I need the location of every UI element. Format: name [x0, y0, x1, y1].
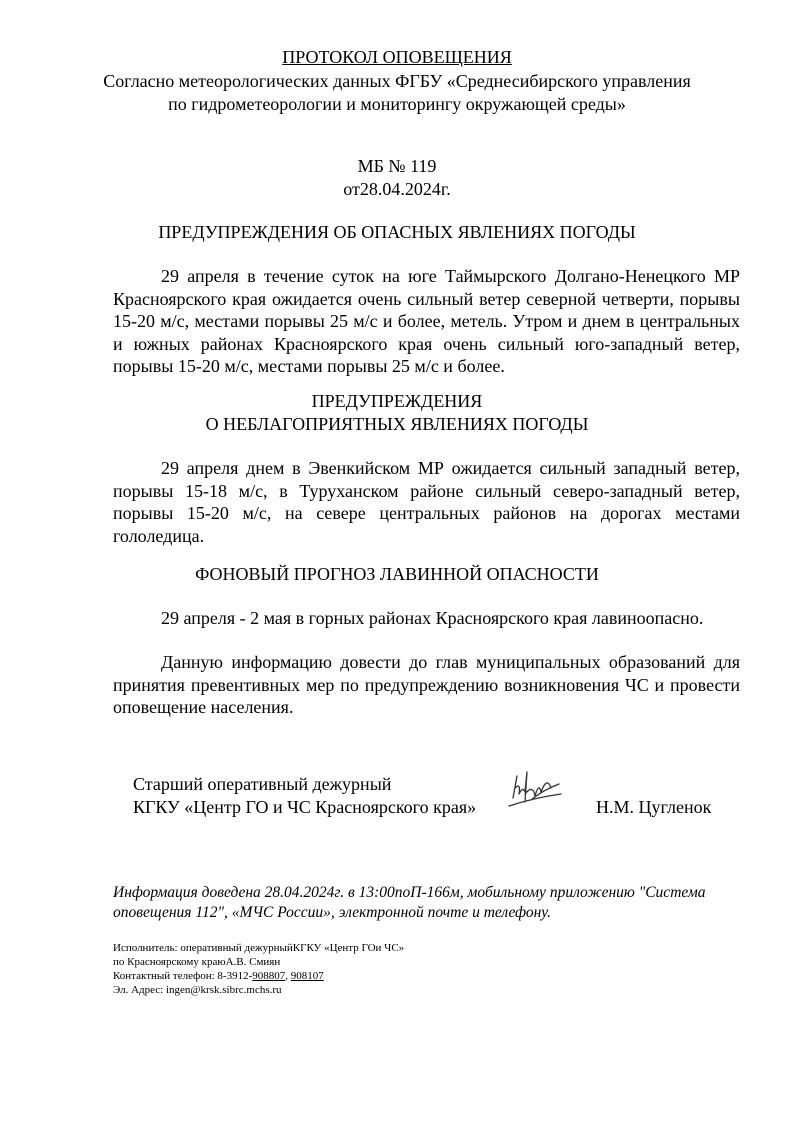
dangerous-heading: ПРЕДУПРЕЖДЕНИЯ ОБ ОПАСНЫХ ЯВЛЕНИЯХ ПОГОДЫ: [158, 222, 636, 242]
bulletin-number: МБ № 119: [357, 156, 437, 176]
phone-prefix: Контактный телефон: 8-3912-: [113, 970, 253, 982]
handwritten-signature: [505, 768, 563, 810]
signer-position-line-1: Старший оперативный дежурный: [133, 774, 392, 794]
phone-number-2: 908107: [290, 970, 324, 982]
contact-email: Эл. Адрес: ingen@krsk.sibrc.mchs.ru: [113, 984, 282, 996]
executor-line-1: Исполнитель: оперативный дежурныйКГКУ «Центр ГОи ЧС»: [113, 942, 405, 954]
signer-name: Н.М. Цугленок: [596, 797, 712, 817]
source-line-1: Согласно метеорологических данных ФГБУ «Среднесибирского управления: [103, 71, 691, 91]
executor-line-2: по Красноярскому краюА.В. Смиян: [113, 956, 281, 968]
contact-phone: [113, 969, 324, 983]
adverse-heading-line-2: О НЕБЛАГОПРИЯТНЫХ ЯВЛЕНИЯХ ПОГОДЫ: [205, 414, 589, 434]
bulletin-date: от28.04.2024г.: [343, 179, 451, 199]
avalanche-text: 29 апреля - 2 мая в горных районах Красноярского края лавиноопасно.: [161, 608, 704, 628]
avalanche-heading: ФОНОВЫЙ ПРОГНОЗ ЛАВИННОЙ ОПАСНОСТИ: [195, 564, 599, 584]
phone-number-1: 908807: [252, 970, 286, 982]
phone-separator: ,: [285, 970, 291, 982]
delivery-note: Информация доведена 28.04.2024г. в 13:00поП-166м, мобильному приложению "Система оповещения 112", «МЧС России», электронной почте и телефону.: [113, 884, 706, 921]
document-title: ПРОТОКОЛ ОПОВЕЩЕНИЯ: [282, 47, 512, 67]
instruction-text: Данную информацию довести до глав муниципальных образований для принятия превентивных мер по предупреждению возникновения ЧС и провести оповещение населения.: [113, 652, 740, 717]
adverse-heading-line-1: ПРЕДУПРЕЖДЕНИЯ: [311, 391, 483, 411]
source-line-2: по гидрометеорологии и мониторингу окружающей среды»: [168, 94, 626, 114]
adverse-text: 29 апреля днем в Эвенкийском МР ожидается сильный западный ветер, порывы 15-18 м/с, в Туруханском районе сильный северо-западный ветер, порывы 15-20 м/с, на севере центральных районов на дорогах местами гололедица.: [113, 458, 740, 546]
dangerous-text: 29 апреля в течение суток на юге Таймырского Долгано-Ненецкого МР Красноярского края ожидается очень сильный ветер северной четверти, порывы 15-20 м/с, местами порывы 25 м/с и более, метель. Утром и днем в центральных и южных районах Красноярского края очень сильный юго-западный ветер, порывы 15-20 м/с, местами порывы 25 м/с и более.: [113, 266, 740, 376]
signer-position-line-2: КГКУ «Центр ГО и ЧС Красноярского края»: [133, 797, 477, 817]
